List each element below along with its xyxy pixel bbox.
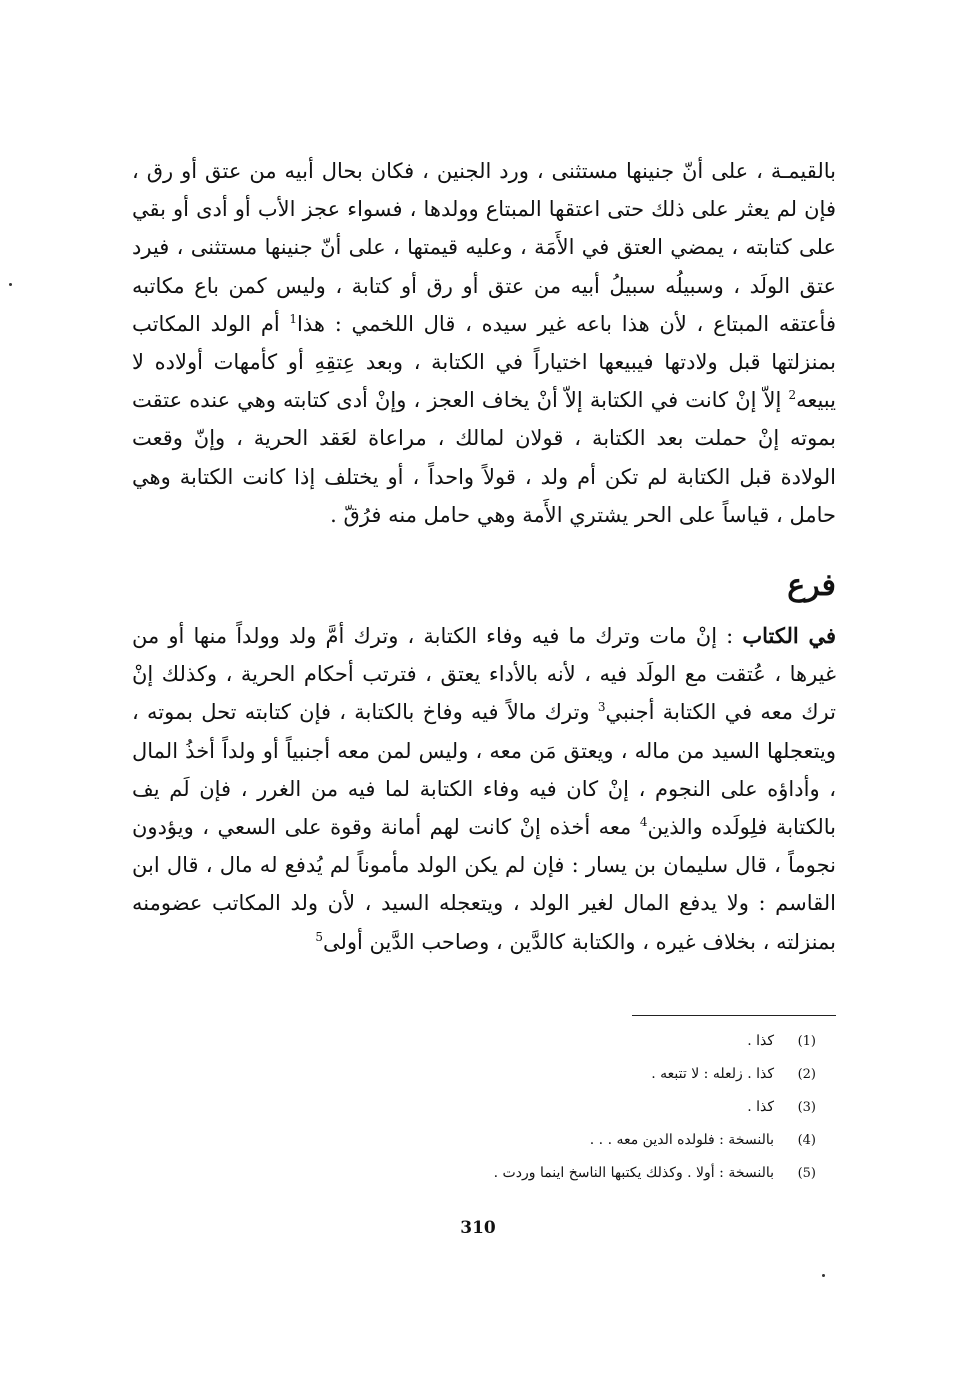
- paragraph-1-after-ref-2: إلاّ إنْ: [735, 388, 789, 413]
- footnote-3-number: (3): [797, 1100, 816, 1115]
- footnote-ref-1: 1: [289, 311, 298, 326]
- paragraph-2-text-2: وترك مالاً فيه وفاخ بالكتابة ، فإن كتابته تحل بموته ، ويتعجلها السيد من ماله ، ويعتق مَن معه ، وليس لمن معه أجنبياً أو ولداً أخذُ المال ، وأداؤه على النجوم ، إنْ كان فيه وفاء الكتابة لما فيه من الغرر ، فإن لَم يف بالكتابة فلِولَده والذين: [132, 700, 837, 840]
- footnote-2-number: (2): [797, 1067, 816, 1082]
- footnote-divider: [632, 1015, 836, 1016]
- paragraph-1: [132, 152, 836, 534]
- footnote-2-text: كذا . زلعله : لا تتبعه .: [651, 1066, 774, 1082]
- footnote-1-number: (1): [797, 1034, 816, 1049]
- footnote-4-number: (4): [797, 1133, 816, 1148]
- paragraph-1-line-10: يشتري الأَمة وهي حامل منه فرُقّ .: [330, 502, 629, 527]
- paragraph-2-text-3: معه أخذه إنْ كانت لهم أمانة وقوة على السعي ، ويؤدون نجوماً ، قال سليمان بن يسار : فإن لم يكن الولد مأموناً لم يُدفع له مال ، قال ابن القاسم : ولا يدفع المال لغير الولد ، ويتعجله السيد ، لأن ولد المكاتب عضومنه بمنزلته ، بخلاف غيره ، والكتابة كالدَّين ، وصاحب الدَّين أولى: [132, 815, 836, 954]
- paragraph-1-line-7: كانت في الكتابة إلاّ أنْ يخاف العجز ، وإنْ أدى كتابته وهي عنده عتقت بموته إنْ: [132, 388, 836, 451]
- footnote-ref-3: 3: [597, 700, 606, 715]
- paragraph-2-text-1: : إنْ مات وترك ما فيه وفاء الكتابة ، وترك أمَّ ولد وولداً منها أو من غيرها ، عُتقت مع الولَد فيه ، لأنه بالأداء يعتق ، فترتب أحكام الحرية ، وكذلك إنْ ترك معه في الكتابة أجنبي: [132, 624, 836, 725]
- paragraph-1-after-ref-1: أم الولد المكاتب بمنزلتها قبل: [132, 311, 836, 375]
- footnote-5-number: (5): [797, 1166, 816, 1181]
- footnote-1: [316, 1025, 816, 1058]
- footnote-1-text: كذا .: [747, 1033, 774, 1049]
- footnote-4: [316, 1124, 816, 1157]
- paragraph-1-line-4: الولَد ، وسبيلُه سبيلُ أبيه من عتق أو رق أو كتابة ، وليس كمن باع مكاتبه فأعتقه: [132, 273, 836, 336]
- paragraph-1-line-3: كتابته ، يمضي العتق في الأَمَة ، وعليه قيمتها ، على أنّ جنينها مستثنى ، فيرد عتق: [132, 235, 836, 298]
- paragraph-1-line-8: حملت بعد الكتابة ، قولان لمالك ، مراعاة لعَقد الحرية ، وإنّ وقعت الولادة قبل الكتابة: [132, 426, 837, 489]
- footnote-5: [316, 1157, 816, 1190]
- footnote-ref-2: 2: [788, 388, 797, 403]
- footnotes-list: [316, 1025, 816, 1190]
- paragraph-2: [132, 617, 836, 961]
- paragraph-2-lead: في الكتاب: [742, 623, 836, 648]
- section-heading: فرع: [787, 568, 836, 603]
- page-number: 310: [460, 1218, 496, 1238]
- paragraph-1-line-2: يعثر على ذلك حتى اعتقها المبتاع وولدها ، فسواء عجز الأب أو أدى أو بقي على: [132, 197, 836, 260]
- paragraph-1-line-5: المبتاع ، لأن هذا باعه غير سيده ، قال اللخمي : هذا: [297, 311, 770, 336]
- scan-speck-mark: [9, 283, 12, 286]
- footnote-4-text: بالنسخة : فلولده الدين معه . . .: [589, 1132, 774, 1148]
- footnote-ref-5: 5: [315, 929, 323, 944]
- footnote-2: [316, 1058, 816, 1091]
- scan-speck-mark: [822, 1274, 825, 1277]
- footnote-3: [316, 1091, 816, 1124]
- footnote-5-text: بالنسخة : أولا . وكذلك يكتبها الناسخ اينما وردت .: [493, 1165, 774, 1181]
- paragraph-1-line-6: ولادتها فيبيعها اختياراً في الكتابة ، وبعد عِتقِهِ أو كأمهات أولاده لا يبيعه: [132, 350, 836, 413]
- footnote-ref-4: 4: [639, 815, 648, 830]
- paragraph-1-line-9: لم تكن أم ولد ، قولاً واحداً ، أو يختلف إذا كانت الكتابة وهي حامل ، قياساً على الحر: [132, 464, 836, 527]
- paragraph-1-line-1: بالقيمـة ، على أنّ جنينها مستثنى ، ورد الجنين ، فكان بحال أبيه من عتق أو رق ، فإن لم: [132, 159, 836, 222]
- footnote-3-text: كذا .: [747, 1099, 774, 1115]
